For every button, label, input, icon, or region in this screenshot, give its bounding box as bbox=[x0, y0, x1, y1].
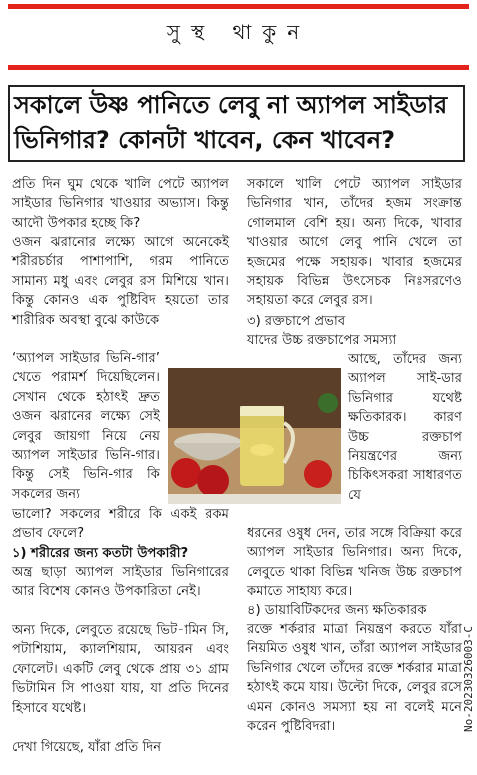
left-paragraph-5: অন্ত্র ছাড়া অ্যাপল সাইডার ভিনিগারের আর বিশেষ কোনও উপকারিতা নেই। bbox=[12, 565, 229, 600]
right-subheading-3: ৩) রক্তচাপে প্রভাব bbox=[247, 314, 346, 329]
top-red-rule bbox=[8, 4, 469, 9]
section-title: সুস্থ থাকুন bbox=[166, 20, 311, 44]
left-paragraph-4: ভালো? সকলের শরীরে কি একই রকম প্রভাব ফেলে? bbox=[12, 507, 229, 542]
left-paragraph-2: ওজন ঝরানোর লক্ষ্যে আগে অনেকেই শরীরচর্চার পাশাপাশি, গরম পানিতে সামান্য মধু এবং লেবুর রস মিশিয়ে খান। কিন্তু কোনও এক পুষ্টিবিদ হয়তো তার শারীরিক অবস্থা বুঝে কাউকে bbox=[12, 235, 229, 328]
left-paragraph-6: অন্য দিকে, লেবুতে রয়েছে ভিট-ামিন সি, পটাশিয়াম, ক্যালশিয়াম, আয়রন এবং ফোলেট। একটি লেবু থেকে প্রায় ৩১ গ্রাম ভিটামিন সি পাওয়া যায়, যা প্রতি দিনের হিসাবে যথেষ্ট। bbox=[12, 623, 229, 716]
left-subheading-1: ১) শরীরের জন্য কতটা উপকারী? bbox=[12, 546, 189, 561]
right-subheading-4: ৪) ডায়াবিটিকদের জন্য ক্ষতিকারক bbox=[247, 603, 427, 618]
article-photo bbox=[168, 368, 341, 504]
right-paragraph-3: রক্তে শর্করার মাত্রা নিয়ন্ত্রণ করতে যাঁরা নিয়মিত ওষুধ খান, তাঁরা অ্যাপল সাইডার ভিনিগার খেলে তাঁদের রক্তে শর্করার মাত্রা হঠাৎই কমে যায়। উল্টো দিকে, লেবুর রসে এমন কোনও সমস্যা হয় না বলেই মনে করেন পুষ্টিবিদরা। bbox=[247, 622, 462, 735]
right-paragraph-2c: ধরনের ওষুধ দেন, তার সঙ্গে বিক্রিয়া করে অ্যাপল সাইডার ভিনিগার। অন্য দিকে, লেবুতে থাকা বিভিন্ন খনিজ উচ্চ রক্তচাপ কমাতে সাহায্য করে। bbox=[247, 526, 462, 600]
left-paragraph-3: ‘অ্যাপল সাইডার ভিনি-গার’ খেতে পরামর্শ দিয়েছিলেন। সেখান থেকে হঠাৎই দ্রুত ওজন ঝরানের লক্ষ্যে সেই লেবুর জায়গা নিয়ে নেয় অ্যাপল সাইডার ভিনি-গার। কিন্তু সেই ভিনি-গার কি সকলের জন্য bbox=[12, 351, 160, 502]
left-paragraph-1: প্রতি দিন ঘুম থেকে খালি পেটে অ্যাপল সাইডার ভিনিগার খাওয়ার অভ্যাস। কিন্তু আদৌ উপকার হচ্ছে কি? bbox=[12, 177, 229, 231]
right-paragraph-1: সকালে খালি পেটে অ্যাপল সাইডার ভিনিগার খান, তাঁদের হজম সংক্রান্ত গোলমাল বেশি হয়। অন্য দিকে, খাবার খাওয়ার আগে লেবু পানি খেলে তা হজমের পক্ষে সহায়ক। খাবার হজমের সহায়ক বিভিন্ন উৎসেচক নিঃসরণেও সহায়তা করে লেবুর রস। bbox=[247, 177, 462, 309]
right-paragraph-2b: আছে, তাঁদের জন্য অ্যাপল সাই-ডার ভিনিগার যথেষ্ট ক্ষতিকারক। কারণ উচ্চ রক্তচাপ নিয়ন্ত্রণের জন্য চিকিৎসকরা সাধারণত যে bbox=[348, 352, 462, 503]
apple-shape bbox=[171, 458, 201, 488]
headline: সকালে উষ্ণ পানিতে লেবু না অ্যাপল সাইডার ভিনিগার? কোনটা খাবেন, কেন খাবেন? bbox=[14, 91, 448, 154]
photo-illustration bbox=[168, 368, 341, 504]
right-paragraph-2a: যাদের উচ্চ রক্তচাপের সমস্যা bbox=[247, 333, 397, 348]
left-paragraph-7: দেখা গিয়েছে, যাঁরা প্রতি দিন bbox=[12, 740, 162, 755]
apple-shape bbox=[197, 465, 229, 497]
bottom-red-rule bbox=[8, 65, 469, 70]
apple-shape bbox=[304, 460, 332, 488]
slug-code: No-20230326003-C bbox=[462, 626, 475, 732]
